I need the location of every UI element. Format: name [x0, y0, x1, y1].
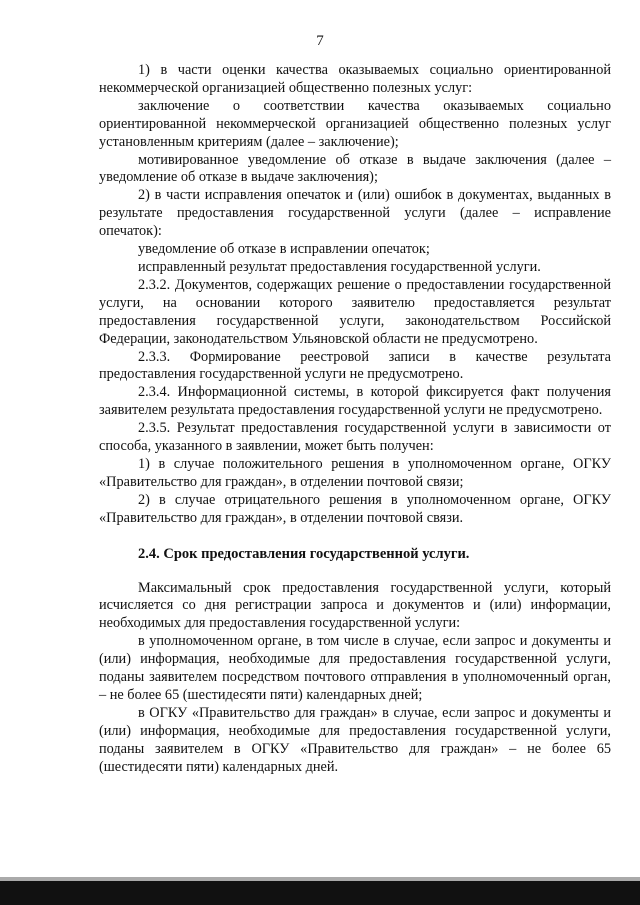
paragraph: мотивированное уведомление об отказе в выдаче заключения (далее – уведомление об отказе в выдаче заключения); — [99, 151, 611, 186]
paragraph: исправленный результат предоставления государственной услуги. — [138, 258, 541, 275]
paragraph: уведомление об отказе в исправлении опечаток; — [138, 241, 430, 258]
paragraph: 1) в случае положительного решения в уполномоченном органе, ОГКУ «Правительство для граждан», в отделении почтовой связи; — [99, 455, 611, 490]
paragraph: 2.3.4. Информационной системы, в которой фиксируется факт получения заявителем результата предоставления государственной услуги не предусмотрено. — [99, 384, 611, 419]
document-body — [99, 62, 611, 777]
paragraph: 1) в части оценки качества оказываемых социально ориентированной некоммерческой организацией общественно полезных услуг: — [99, 62, 611, 96]
scan-edge-bar — [0, 881, 640, 905]
paragraph: в уполномоченном органе, в том числе в случае, если запрос и документы и (или) информация, необходимые для предоставления государственной услуги, поданы заявителем посредством почтового отправления в уполномоченный орган, – не более 65 (шестидесяти пяти) календарных дней; — [99, 633, 611, 703]
paragraph: 2.3.3. Формирование реестровой записи в качестве результата предоставления государственной услуги не предусмотрено. — [99, 348, 611, 383]
paragraph: заключение о соответствии качества оказываемых социально ориентированной некоммерческой организацией общественно полезных услуг установленным критериям (далее – заключение); — [99, 97, 611, 150]
paragraph: 2.3.5. Результат предоставления государственной услуги в зависимости от способа, указанного в заявлении, может быть получен: — [99, 420, 611, 455]
section-heading: 2.4. Срок предоставления государственной услуги. — [138, 545, 470, 562]
page-number: 7 — [316, 33, 324, 49]
paragraph: в ОГКУ «Правительство для граждан» в случае, если запрос и документы и (или) информация, необходимые для предоставления государственной услуги, поданы заявителем в ОГКУ «Правительство для граждан» – не более 65 (шестидесяти пяти) календарных дней. — [99, 704, 611, 775]
paragraph: Максимальный срок предоставления государственной услуги, который исчисляется со дня регистрации запроса и документов и (или) информации, необходимых для предоставления государственной услуги: — [99, 579, 611, 632]
paragraph: 2.3.2. Документов, содержащих решение о предоставлении государственной услуги, на основании которого заявителю предоставляется результат предоставления государственной услуги, законодательством Российской Федерации, законодательством Ульяновской области не предусмотрено. — [99, 276, 611, 347]
paragraph: 2) в случае отрицательного решения в уполномоченном органе, ОГКУ «Правительство для граждан», в отделении почтовой связи. — [99, 491, 611, 526]
paragraph: 2) в части исправления опечаток и (или) ошибок в документах, выданных в результате предоставления государственной услуги (далее – исправление опечаток): — [99, 187, 611, 240]
